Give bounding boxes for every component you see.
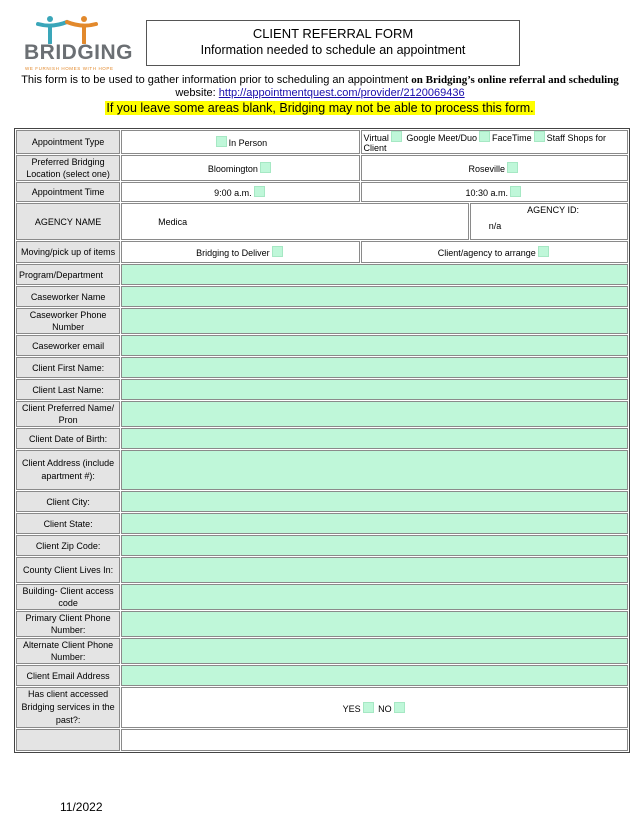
- warning-text: If you leave some areas blank, Bridging may not be able to process this form.: [106, 101, 534, 115]
- row-program: [16, 264, 628, 285]
- zip-field[interactable]: [121, 535, 628, 556]
- time-9am-cell: [121, 182, 359, 202]
- program-field[interactable]: [121, 264, 628, 285]
- first-name-field[interactable]: [121, 357, 628, 378]
- warning-banner: [14, 99, 626, 117]
- deliver-cell: [121, 241, 359, 263]
- in-person-cell: [121, 130, 359, 154]
- preferred-name-field[interactable]: [121, 401, 628, 427]
- zip-label: Client Zip Code:: [16, 535, 120, 556]
- logo-tagline: WE FURNISH HOMES WITH HOPE: [25, 66, 114, 71]
- agency-id-cell: [470, 203, 628, 240]
- intro-text: [14, 74, 626, 100]
- time-label: Appointment Time: [16, 182, 120, 202]
- row-cw-name: [16, 286, 628, 307]
- first-name-label: Client First Name:: [16, 357, 120, 378]
- agency-label: AGENCY NAME: [16, 203, 120, 240]
- arrange-cell: [361, 241, 628, 263]
- primary-phone-label: Primary Client Phone Number:: [16, 611, 120, 637]
- facetime-label: FaceTime: [491, 133, 532, 143]
- building-field[interactable]: [121, 584, 628, 610]
- past-services-label: Has client accessed Bridging services in the past?:: [16, 687, 120, 728]
- row-preferred-name: [16, 401, 628, 427]
- bloomington-checkbox[interactable]: [260, 162, 271, 173]
- row-blank: [16, 729, 628, 751]
- time-9am-label: 9:00 a.m.: [214, 188, 252, 198]
- website-link[interactable]: http://appointmentquest.com/provider/2120069436: [218, 87, 465, 99]
- row-agency: [16, 203, 628, 240]
- arrange-checkbox[interactable]: [538, 246, 549, 257]
- agency-id-field[interactable]: n/a: [488, 220, 502, 231]
- row-past-services: [16, 687, 628, 728]
- time-9am-checkbox[interactable]: [254, 186, 265, 197]
- agency-name-field[interactable]: Medica: [121, 203, 469, 240]
- google-label: Google Meet/Duo: [406, 133, 477, 143]
- agency-id-label: AGENCY ID:: [527, 205, 579, 215]
- intro-part1: This form is to be used to gather information prior to scheduling an appointment: [21, 74, 412, 86]
- deliver-label: Bridging to Deliver: [196, 248, 270, 258]
- last-name-field[interactable]: [121, 379, 628, 400]
- footer-date: 11/2022: [60, 800, 103, 814]
- state-field[interactable]: [121, 513, 628, 534]
- referral-form-table: [14, 128, 630, 753]
- logo-word: BRIDGING: [24, 41, 133, 64]
- bloomington-label: Bloomington: [207, 164, 258, 174]
- yes-checkbox[interactable]: [363, 702, 374, 713]
- website-label: website:: [175, 87, 219, 99]
- location-label: Preferred Bridging Location (select one): [16, 155, 120, 181]
- in-person-label: In Person: [228, 138, 268, 148]
- row-cw-email: [16, 335, 628, 356]
- primary-phone-field[interactable]: [121, 611, 628, 637]
- dob-label: Client Date of Birth:: [16, 428, 120, 449]
- time-1030-cell: [361, 182, 628, 202]
- county-field[interactable]: [121, 557, 628, 583]
- cw-email-label: Caseworker email: [16, 335, 120, 356]
- virtual-checkbox[interactable]: [391, 131, 402, 142]
- virtual-options-cell: [361, 130, 628, 154]
- city-label: Client City:: [16, 491, 120, 512]
- google-checkbox[interactable]: [479, 131, 490, 142]
- dob-field[interactable]: [121, 428, 628, 449]
- alt-phone-field[interactable]: [121, 638, 628, 664]
- cw-email-field[interactable]: [121, 335, 628, 356]
- roseville-checkbox[interactable]: [507, 162, 518, 173]
- row-email: [16, 665, 628, 686]
- no-checkbox[interactable]: [394, 702, 405, 713]
- row-moving: [16, 241, 628, 263]
- time-1030-label: 10:30 a.m.: [465, 188, 509, 198]
- bloomington-cell: [121, 155, 359, 181]
- past-services-cell: [121, 687, 628, 728]
- city-field[interactable]: [121, 491, 628, 512]
- email-label: Client Email Address: [16, 665, 120, 686]
- intro-bold: on Bridging’s online referral and scheduling: [411, 74, 619, 86]
- email-field[interactable]: [121, 665, 628, 686]
- cw-name-field[interactable]: [121, 286, 628, 307]
- blank-label-cell: [16, 729, 120, 751]
- row-location: [16, 155, 628, 181]
- address-label: Client Address (include apartment #):: [16, 450, 120, 490]
- virtual-label: Virtual: [363, 133, 389, 143]
- address-field[interactable]: [121, 450, 628, 490]
- row-county: [16, 557, 628, 583]
- roseville-cell: [361, 155, 628, 181]
- form-title: CLIENT REFERRAL FORM: [252, 26, 414, 41]
- roseville-label: Roseville: [468, 164, 506, 174]
- state-label: Client State:: [16, 513, 120, 534]
- title-box: [146, 20, 520, 66]
- cw-name-label: Caseworker Name: [16, 286, 120, 307]
- preferred-name-label: Client Preferred Name/ Pron: [16, 401, 120, 427]
- row-last-name: [16, 379, 628, 400]
- county-label: County Client Lives In:: [16, 557, 120, 583]
- deliver-checkbox[interactable]: [272, 246, 283, 257]
- bridging-logo: [22, 14, 133, 76]
- row-cw-phone: [16, 308, 628, 334]
- program-label: Program/Department: [16, 264, 120, 285]
- row-primary-phone: [16, 611, 628, 637]
- yes-label: YES: [342, 703, 361, 714]
- row-dob: [16, 428, 628, 449]
- row-zip: [16, 535, 628, 556]
- row-state: [16, 513, 628, 534]
- row-address: [16, 450, 628, 490]
- row-time: [16, 182, 628, 202]
- moving-label: Moving/pick up of items: [16, 241, 120, 263]
- row-alt-phone: [16, 638, 628, 664]
- arrange-label: Client/agency to arrange: [437, 248, 536, 258]
- time-1030-checkbox[interactable]: [510, 186, 521, 197]
- row-appointment-type: [16, 130, 628, 154]
- staff-shops-label: Staff Shops for Client: [363, 133, 607, 153]
- in-person-checkbox[interactable]: [216, 136, 227, 147]
- people-bridge-icon: [34, 14, 100, 44]
- row-building: [16, 584, 628, 610]
- no-label: NO: [378, 703, 392, 714]
- cw-phone-label: Caseworker Phone Number: [16, 308, 120, 334]
- row-first-name: [16, 357, 628, 378]
- alt-phone-label: Alternate Client Phone Number:: [16, 638, 120, 664]
- appointment-type-label: Appointment Type: [16, 130, 120, 154]
- blank-field[interactable]: [121, 729, 628, 751]
- cw-phone-field[interactable]: [121, 308, 628, 334]
- last-name-label: Client Last Name:: [16, 379, 120, 400]
- form-subtitle: Information needed to schedule an appointment: [200, 43, 466, 57]
- building-label: Building- Client access code: [16, 584, 120, 610]
- facetime-checkbox[interactable]: [534, 131, 545, 142]
- row-city: [16, 491, 628, 512]
